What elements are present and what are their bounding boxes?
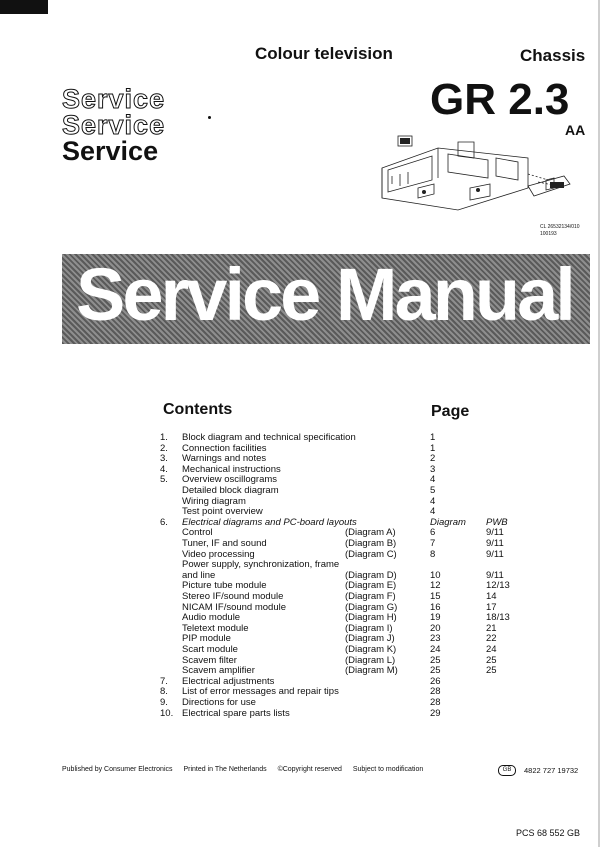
toc-pwb: PWB (486, 516, 508, 528)
language-badge: GB (498, 765, 516, 776)
corner-mark (0, 0, 48, 14)
toc-page: 16 (430, 601, 441, 613)
speck (208, 116, 211, 119)
toc-title: Electrical adjustments (182, 675, 275, 687)
toc-title: Electrical diagrams and PC-board layouts (182, 516, 357, 528)
toc-diagram: (Diagram F) (345, 591, 396, 602)
page-edge-line (598, 0, 600, 847)
toc-page: 4 (430, 506, 436, 518)
toc-pwb: 9/11 (486, 569, 504, 581)
toc-number: 4. (160, 463, 168, 475)
chassis-label: Chassis (520, 46, 586, 65)
toc-number: 3. (160, 453, 168, 465)
toc-number: 5. (160, 474, 168, 486)
banner-title: Service Manual (76, 254, 573, 336)
chassis-model: GR 2.3 (430, 75, 570, 124)
toc-title: Block diagram and technical specification (182, 432, 356, 443)
toc-title: Electrical spare parts lists (182, 707, 290, 719)
toc-diagram: (Diagram H) (345, 612, 397, 624)
toc-title: and line (182, 569, 216, 581)
toc-page: 6 (430, 527, 436, 539)
toc-page: 28 (430, 697, 441, 708)
toc-title: Scavem amplifier (182, 665, 255, 677)
toc-page: 4 (430, 495, 436, 507)
toc-page: 19 (430, 612, 441, 624)
toc-page: 25 (430, 654, 441, 666)
toc-page: 29 (430, 707, 441, 719)
publisher: Published by Consumer Electronics (62, 766, 173, 773)
image-reference: CL 26532134/010 100193 (540, 224, 580, 237)
toc-page: 2 (430, 453, 436, 465)
toc-diagram: (Diagram B) (345, 538, 397, 549)
toc-number: 9. (160, 697, 168, 708)
toc-page: 4 (430, 474, 436, 486)
page-heading: Page (431, 403, 470, 420)
toc-page: 5 (430, 485, 436, 496)
toc-pwb: 22 (486, 633, 497, 645)
part-number: 4822 727 19732 (524, 766, 579, 775)
toc-diagram: (Diagram A) (345, 527, 396, 539)
toc-page: 1 (430, 432, 436, 443)
toc-number: 1. (160, 432, 168, 443)
toc-page: 23 (430, 633, 441, 645)
service-logo-outline-1: Service (62, 84, 166, 114)
toc-page: 1 (430, 442, 436, 454)
toc-title: Overview oscillograms (182, 474, 278, 486)
toc-pwb: 21 (486, 622, 497, 634)
toc-pwb: 9/11 (486, 548, 504, 560)
toc-title: Scavem filter (182, 654, 237, 666)
toc-title: Video processing (182, 548, 255, 560)
toc-diagram: (Diagram G) (345, 601, 398, 613)
toc-title: Picture tube module (182, 580, 267, 592)
printed-location: Printed in The Netherlands (183, 766, 267, 773)
toc-diagram: (Diagram D) (345, 569, 397, 581)
toc-page: 12 (430, 580, 441, 592)
toc-pwb: 9/11 (486, 538, 504, 549)
toc-pwb: 24 (486, 644, 497, 655)
toc-pwb: 25 (486, 654, 497, 666)
toc-title: Warnings and notes (182, 453, 267, 465)
toc-page: 7 (430, 538, 436, 549)
toc-title: PIP module (182, 633, 231, 645)
toc-diagram: (Diagram J) (345, 633, 395, 645)
toc-diagram: (Diagram C) (345, 548, 397, 560)
toc-page: 28 (430, 686, 441, 698)
toc-pwb: 12/13 (486, 580, 510, 592)
toc-number: 8. (160, 686, 168, 698)
toc-pwb: 9/11 (486, 527, 504, 539)
toc-diagram: (Diagram K) (345, 644, 397, 655)
product-type: Colour television (255, 44, 393, 63)
toc-title: Audio module (182, 612, 241, 624)
toc-title: Directions for use (182, 697, 256, 708)
toc-title: Tuner, IF and sound (182, 538, 267, 549)
toc-pwb: 18/13 (486, 612, 510, 624)
toc-number: 6. (160, 516, 168, 528)
toc-title: NICAM IF/sound module (182, 601, 287, 613)
toc-diagram: (Diagram E) (345, 580, 397, 592)
chassis-board-illustration (378, 128, 574, 216)
pcs-code: PCS 68 552 GB (516, 828, 581, 838)
toc-number: 7. (160, 675, 168, 687)
toc-diagram: (Diagram L) (345, 654, 396, 666)
chassis-variant: AA (565, 122, 586, 138)
contents-heading: Contents (163, 401, 233, 418)
toc-diagram: (Diagram I) (345, 622, 393, 634)
toc-title: Scart module (182, 644, 238, 655)
toc-page: 3 (430, 463, 436, 475)
toc-pwb: 14 (486, 591, 497, 602)
toc-page: 8 (430, 548, 436, 560)
copyright: ©Copyright reserved (277, 766, 342, 773)
toc-number: 10. (160, 707, 174, 719)
toc-title: Control (182, 527, 213, 539)
toc-title: Detailed block diagram (182, 485, 279, 496)
toc-page: 25 (430, 665, 441, 677)
modification-note: Subject to modification (352, 766, 424, 773)
footer-imprint (62, 766, 432, 773)
toc-page: 15 (430, 591, 441, 602)
toc-title: Power supply, synchronization, frame (182, 559, 340, 571)
toc-pwb: 25 (486, 665, 497, 677)
toc-page: 26 (430, 675, 441, 687)
toc-pwb: 17 (486, 601, 497, 613)
toc-title: Mechanical instructions (182, 463, 281, 475)
toc-page: 24 (430, 644, 441, 655)
toc-title: Teletext module (182, 622, 249, 634)
toc-title: Wiring diagram (182, 495, 246, 507)
toc-page: 10 (430, 569, 441, 581)
service-logo-solid: Service (62, 136, 159, 166)
toc-diagram: (Diagram M) (345, 665, 398, 677)
service-manual-banner (62, 254, 590, 344)
service-logo-outline-2: Service (62, 110, 166, 140)
toc-title: Connection facilities (182, 442, 267, 454)
toc-page: Diagram (430, 516, 466, 528)
toc-title: Stereo IF/sound module (182, 591, 284, 602)
toc-page: 20 (430, 622, 441, 634)
toc-title: Test point overview (182, 506, 263, 518)
toc-title: List of error messages and repair tips (182, 686, 339, 698)
toc-number: 2. (160, 442, 168, 454)
